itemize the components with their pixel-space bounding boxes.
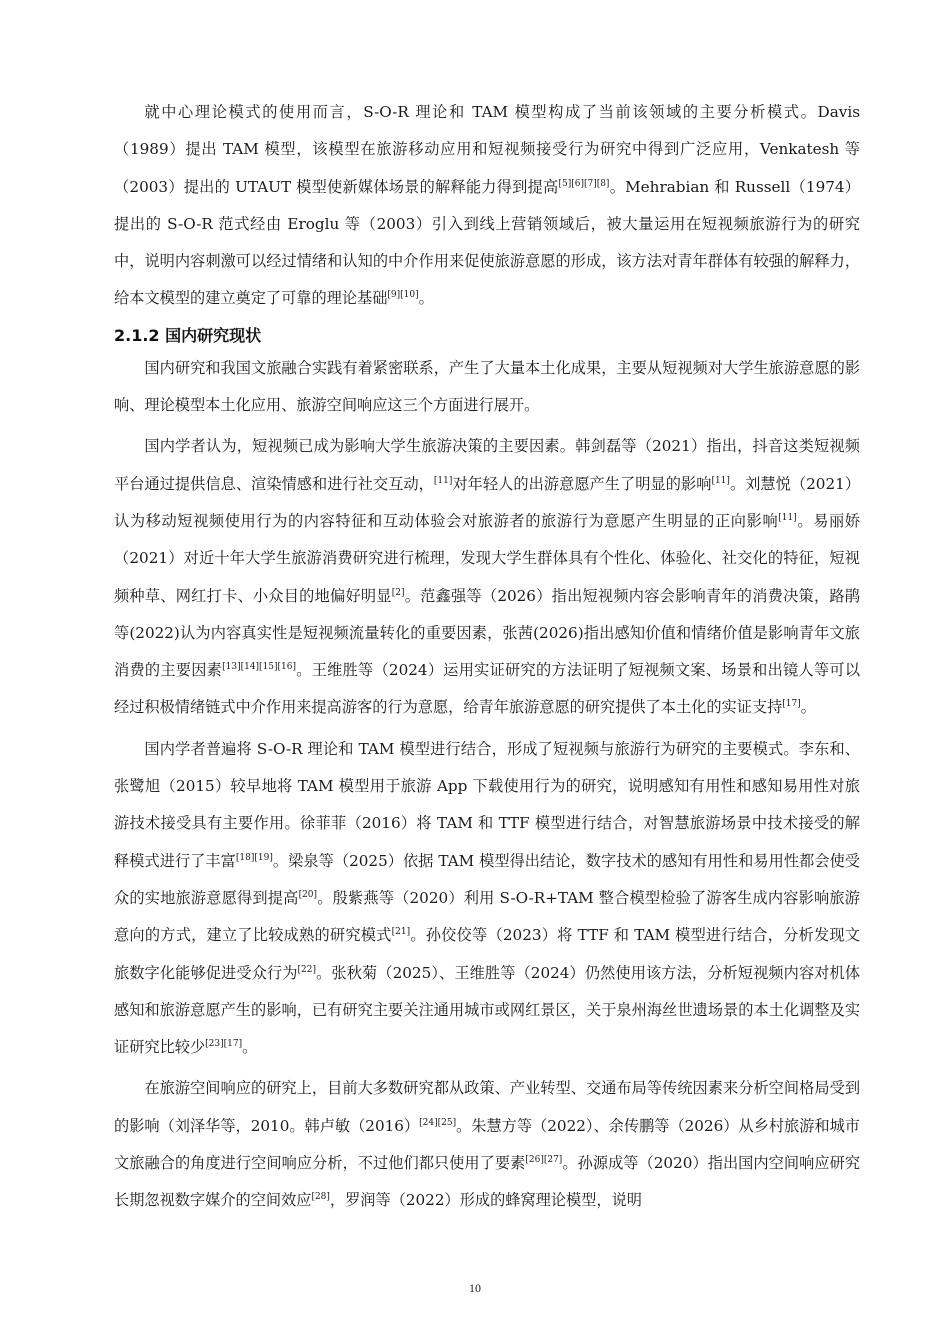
paper-body — [114, 94, 860, 1224]
citation-ref: [13][14][15][16] — [222, 662, 297, 673]
paragraph-text: 对年轻人的出游意愿产生了明显的影响 — [452, 474, 712, 493]
paragraph-text: 。梁泉等（2025）依据 TAM 模型得出结论，数字技术的感知有用性和易用性都会使受众的实地旅游意愿得到提高 — [114, 851, 860, 907]
citation-ref: [11] — [778, 512, 797, 523]
paragraph-text: ，罗润等（2022）形成的蜂窝理论模型，说明 — [329, 1191, 642, 1210]
citation-ref: [18][19] — [235, 852, 273, 863]
citation-ref: [23][17] — [205, 1039, 243, 1050]
paragraph-text: 。易丽娇（2021）对近十年大学生旅游消费研究进行梳理，发现大学生群体具有个性化、体验化、社交化的特征，短视频种草、网红打卡、小众目的地偏好明显 — [114, 511, 861, 605]
paragraph-text: 国内学者认为，短视频已成为影响大学生旅游决策的主要因素。韩剑磊等（2021）指出，抖音这类短视频平台通过提供信息、渲染情感和进行社交互动， — [114, 437, 860, 493]
section-heading: 2.1.2 国内研究现状 — [114, 325, 262, 345]
paragraph-text: 。 — [800, 698, 816, 717]
page-number: 10 — [469, 1281, 481, 1295]
paragraph-text: 。孙佼佼等（2023）将 TTF 和 TAM 模型进行结合，分析发现文旅数字化能够促进受众行为 — [114, 926, 861, 982]
citation-ref: [17] — [782, 699, 801, 710]
citation-ref: [28] — [311, 1192, 330, 1203]
paragraph-text: 国内学者普遍将 S-O-R 理论和 TAM 模型进行结合，形成了短视频与旅游行为研究的主要模式。李东和、张鹭旭（2015）较早地将 TAM 模型用于旅游 App 下载使用行为的研究，说明感知有用性和感知易用性对旅游技术接受具有主要作用。徐菲菲（2016）将 TAM 和 TTF 模型进行结合，对智慧旅游场景中技术接受的解释模式进行了丰富 — [114, 739, 860, 870]
citation-ref: [11] — [433, 475, 453, 486]
paragraph-text: 。Mehrabian 和 Russell（1974）提出的 S-O-R 范式经由 Eroglu 等（2003）引入到线上营销领域后，被大量运用在短视频旅游行为的研究中，说明内容刺激可以经过情绪和认知的中介作用来促使旅游意愿的形成，该方法对青年群体有较强的解释力，给本文模型的建立奠定了可靠的理论基础 — [114, 177, 860, 308]
paragraph-text: 。朱慧方等（2022）、余传鹏等（2026）从乡村旅游和城市文旅融合的角度进行空间响应分析，不过他们都只使用了要素 — [114, 1116, 860, 1173]
citation-ref: [2] — [391, 587, 405, 598]
paragraph-text: 。张秋菊（2025）、王维胜等（2024）仍然使用该方法，分析短视频内容对机体感知和旅游意愿产生的影响，已有研究主要关注通用城市或网红景区，关于泉州海丝世遗场景的本土化调整及实证研究比较少 — [114, 963, 861, 1057]
paragraph — [114, 1070, 860, 1219]
citation-ref: [26][27] — [525, 1154, 563, 1165]
paragraph-text: 。殷紫燕等（2020）利用 S-O-R+TAM 整合模型检验了游客生成内容影响旅游意向的方式，建立了比较成熟的研究模式 — [114, 888, 860, 945]
citation-ref: [22] — [297, 964, 317, 975]
paragraph-text: 就中心理论模式的使用而言，S-O-R 理论和 TAM 模型构成了当前该领域的主要分析模式。Davis（1989）提出 TAM 模型，该模型在旅游移动应用和短视频接受行为研究中得到广泛应用，Venkatesh 等（2003）提出的 UTAUT 模型使新媒体场景的解释能力得到提高 — [114, 103, 860, 196]
paragraph-text: 。 — [242, 1038, 258, 1057]
paragraph-text: 。刘慧悦（2021）认为移动短视频使用行为的内容特征和互动体验会对旅游者的旅游行为意愿产生明显的正向影响 — [114, 474, 861, 530]
paragraph-text: 。孙源成等（2020）指出国内空间响应研究长期忽视数字媒介的空间效应 — [114, 1154, 861, 1210]
paragraph-text: 。范鑫强等（2026）指出短视频内容会影响青年的消费决策，路鹃等(2022)认为内容真实性是短视频流量转化的重要因素，张茜(2026)指出感知价值和情绪价值是影响青年文旅消费的主要因素 — [114, 586, 861, 680]
paragraph — [114, 428, 860, 726]
citation-ref: [20] — [298, 889, 318, 900]
paragraph-text: 国内研究和我国文旅融合实践有着紧密联系，产生了大量本土化成果，主要从短视频对大学生旅游意愿的影响、理论模型本土化应用、旅游空间响应这三个方面进行展开。 — [114, 358, 860, 415]
citation-ref: [9][10] — [387, 290, 419, 301]
paragraph — [114, 350, 860, 425]
paragraph-text: 在旅游空间响应的研究上，目前大多数研究都从政策、产业转型、交通布局等传统因素来分析空间格局受到的影响（刘泽华等，2010。韩卢敏（2016） — [114, 1079, 860, 1135]
paragraph-text: 。王维胜等（2024）运用实证研究的方法证明了短视频文案、场景和出镜人等可以经过积极情绪链式中介作用来提高游客的行为意愿，给青年旅游意愿的研究提供了本土化的实证支持 — [114, 661, 860, 717]
citation-ref: [11] — [711, 475, 730, 486]
citation-ref: [5][6][7][8] — [558, 178, 610, 189]
citation-ref: [24][25] — [419, 1117, 457, 1128]
paragraph — [114, 94, 860, 318]
paragraph — [114, 731, 860, 1067]
paragraph-text: 。 — [418, 289, 434, 308]
citation-ref: [21] — [391, 927, 411, 938]
